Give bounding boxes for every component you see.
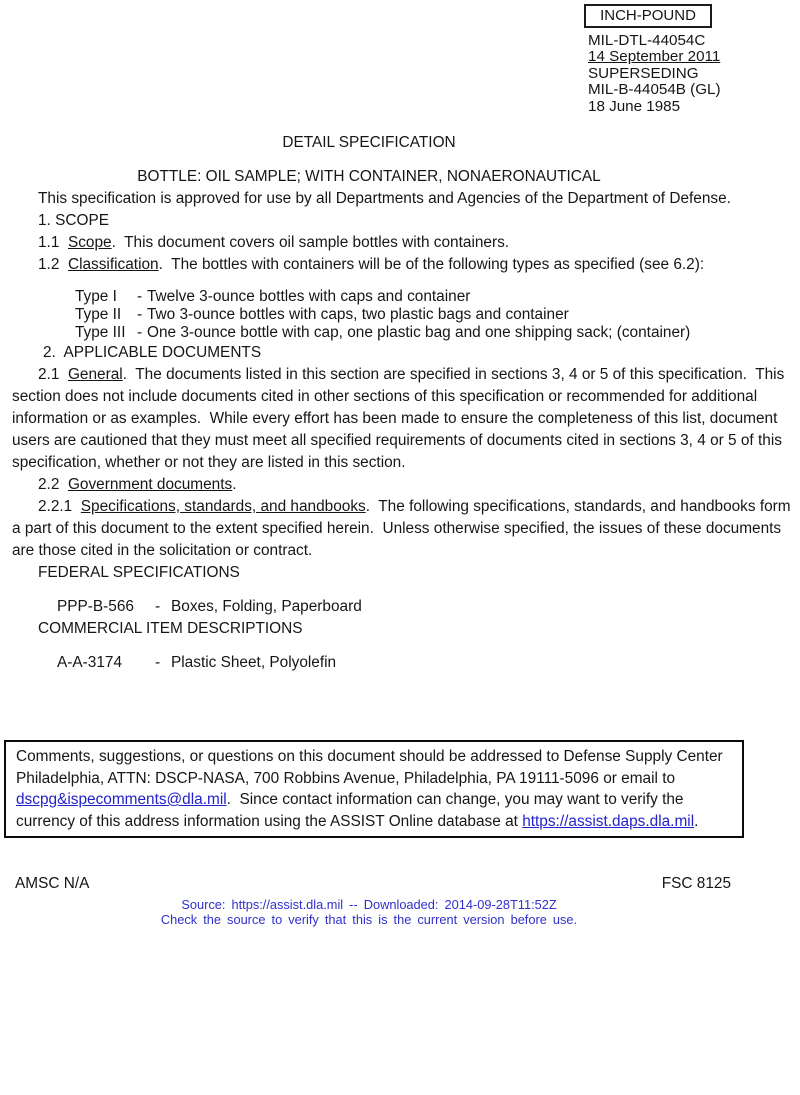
doc-number: MIL-DTL-44054C: [588, 32, 706, 49]
approval-statement: This specification is approved for use by all Departments and Agencies of the Department of Defense.: [38, 190, 731, 207]
para-2-1-number: 2.1: [38, 366, 68, 383]
commercial-ref-code: A-A-3174: [57, 654, 123, 671]
para-2-2: [12, 474, 798, 496]
amsc-number: AMSC N/A: [15, 875, 90, 892]
type-3-description: One 3-ounce bottle with cap, one plastic bag and one shipping sack; (container): [147, 324, 691, 341]
para-2-2-1-title: Specifications, standards, and handbooks: [80, 498, 366, 515]
type-2-dash: -: [137, 306, 143, 323]
comments-text-3: .: [694, 812, 699, 830]
para-2-2-number: 2.2: [38, 476, 68, 493]
federal-ref-dash: -: [155, 598, 161, 615]
para-2-1-text: . The documents listed in this section are specified in sections 3, 4 or 5 of this specification. This section does not include documents cited in other sections of this specification or recommended for additional information or as examples. While every effort has been made to ensure the completeness of this list, document users are cautioned that they must meet all specified requirements of documents cited in sections 3, 4 or 5 of this specification, whether or not they are listed in this section.: [12, 366, 789, 471]
superseding-label: SUPERSEDING: [588, 64, 699, 82]
type-1-label: Type I: [75, 288, 117, 305]
type-1-dash: -: [137, 288, 143, 305]
type-row-2: [12, 306, 798, 324]
comments-text-1: Comments, suggestions, or questions on this document should be addressed to Defense Supply Center Philadelphia, ATTN: DSCP-NASA, 700 Robbins Avenue, Philadelphia, PA 19111-5096 or email to: [16, 748, 727, 787]
federal-ref-code: PPP-B-566: [57, 598, 134, 615]
federal-ref-row: [12, 596, 798, 618]
para-2-1-title: General: [67, 366, 123, 383]
section-2-heading: 2. APPLICABLE DOCUMENTS: [43, 344, 262, 361]
para-1-2-text: . The bottles with containers will be of the following types as specified (see 6.2):: [158, 256, 705, 273]
para-1-1-title: Scope: [67, 234, 112, 251]
para-1-2-title: Classification: [67, 256, 159, 273]
source-note-line-2: Check the source to verify that this is the current version before use.: [160, 912, 578, 927]
doc-subject-title: BOTTLE: OIL SAMPLE; WITH CONTAINER, NONAERONAUTICAL: [137, 168, 601, 185]
para-2-2-1-number: 2.2.1: [38, 498, 81, 515]
type-row-1: [12, 288, 798, 306]
section-1-heading: 1. SCOPE: [38, 212, 109, 229]
para-1-2: [12, 254, 798, 276]
para-2-2-title: Government documents: [67, 476, 233, 493]
superseded-doc-number: MIL-B-44054B (GL): [588, 81, 721, 99]
para-2-2-1-text: . The following specifications, standards, and handbooks form a part of this document to the extent specified herein. Unless otherwise specified, the issues of these documents are those cited in the solicitation or contract.: [12, 498, 795, 559]
commercial-item-descriptions-heading: COMMERCIAL ITEM DESCRIPTIONS: [38, 620, 303, 637]
doc-date: 14 September 2011: [588, 48, 721, 66]
para-1-1-text: . This document covers oil sample bottles with containers.: [111, 234, 510, 251]
type-list: [12, 288, 798, 342]
comments-box: [4, 740, 744, 838]
type-1-description: Twelve 3-ounce bottles with caps and container: [147, 288, 471, 305]
para-1-2-number: 1.2: [38, 256, 68, 273]
commercial-ref-row: [12, 652, 798, 674]
federal-specifications-heading: FEDERAL SPECIFICATIONS: [38, 564, 240, 581]
type-row-3: [12, 324, 798, 342]
assist-database-link[interactable]: https://assist.daps.dla.mil: [522, 812, 695, 830]
inch-pound-label: INCH-POUND: [600, 7, 696, 24]
fsc-number: FSC 8125: [661, 875, 731, 892]
type-2-label: Type II: [75, 306, 122, 323]
comments-text-2: . Since contact information can change, you may want to verify the currency of this address information using the ASSIST Online database at: [16, 791, 688, 830]
para-1-1-number: 1.1: [38, 234, 68, 251]
type-3-label: Type III: [75, 324, 126, 341]
para-1-1: [12, 232, 798, 254]
email-link[interactable]: dscpg&ispecomments@dla.mil: [16, 791, 227, 808]
type-3-dash: -: [137, 324, 143, 341]
type-2-description: Two 3-ounce bottles with caps, two plastic bags and container: [147, 306, 569, 323]
commercial-ref-description: Plastic Sheet, Polyolefin: [171, 654, 337, 671]
source-note: [12, 897, 726, 927]
para-2-1: [12, 364, 798, 474]
source-note-line-1: Source: https://assist.dla.mil -- Downloaded: 2014-09-28T11:52Z: [181, 897, 557, 912]
para-2-2-1: [12, 496, 798, 562]
federal-ref-description: Boxes, Folding, Paperboard: [171, 598, 362, 615]
doc-type-title: DETAIL SPECIFICATION: [282, 134, 456, 151]
commercial-ref-dash: -: [155, 654, 161, 671]
para-2-2-text: .: [232, 476, 237, 493]
superseded-doc-date: 18 June 1985: [588, 97, 681, 115]
footer-row: [12, 873, 798, 895]
